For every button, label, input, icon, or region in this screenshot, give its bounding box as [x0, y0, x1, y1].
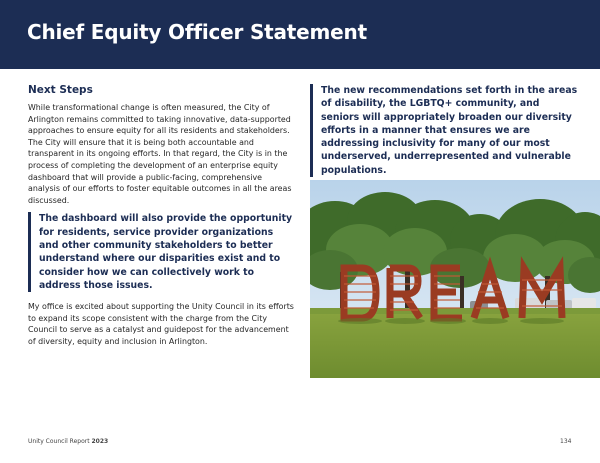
pull-quote-dashboard: The dashboard will also provide the opportunity for residents, service provider organizations and other community stakeholders to better understand where our disparities exist and to consider how we can collectively work to address those issues.: [28, 212, 294, 292]
dream-sculpture-photo: [310, 180, 600, 378]
pull-quote-recommendations: The new recommendations set forth in the areas of disability, the LGBTQ+ community, and seniors will appropriately broaden our diversity efforts in a manner that ensures we are addressing inclusivity for many of our most underserved, underrepresented and vulnerable populations.: [310, 84, 580, 177]
right-column: [310, 84, 600, 177]
footer-report-label: [28, 438, 108, 445]
body-paragraph-2: My office is excited about supporting the Unity Council in its efforts to expand its scope consistent with the charge from the City Council to serve as a catalyst and guidepost for the advancement of diversity, equity and inclusion in Arlington.: [28, 302, 294, 346]
page-title: Chief Equity Officer Statement: [27, 20, 367, 44]
page-number: 134: [560, 438, 572, 445]
left-column: [28, 84, 294, 348]
page-header: [0, 0, 600, 69]
footer-report-year: 2023: [91, 438, 109, 445]
body-paragraph-1: While transformational change is often measured, the City of Arlington remains committed to taking innovative, data-supported approaches to ensure equity for all its residents and stakeholders. The City will ensure that it is being both accountable and transparent in its ongoing efforts. In that regard, the City is in the process of completing the development of an enterprise equity dashboard that will provide a public-facing, comprehensive analysis of our efforts to foster equitable outcomes in all the areas discussed.: [28, 103, 292, 205]
footer-report-name: Unity Council Report: [28, 438, 90, 445]
photo-illustration: [310, 180, 600, 378]
section-heading: Next Steps: [28, 84, 93, 96]
